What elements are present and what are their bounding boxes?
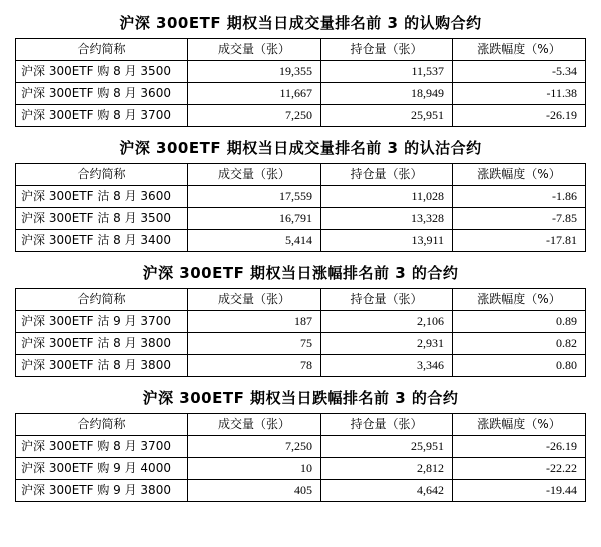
cell-volume: 7,250 [188, 105, 321, 127]
cell-contract: 沪深 300ETF 沽 8 月 3800 [16, 355, 188, 377]
table-row [16, 333, 586, 355]
data-table [15, 38, 586, 127]
cell-contract: 沪深 300ETF 购 8 月 3700 [16, 436, 188, 458]
cell-volume: 16,791 [188, 208, 321, 230]
column-header-contract: 合约简称 [16, 289, 188, 311]
report-block-4 [0, 383, 601, 502]
cell-volume: 11,667 [188, 83, 321, 105]
data-table [15, 413, 586, 502]
cell-change-pct: -17.81 [453, 230, 586, 252]
column-header-volume: 成交量（张） [188, 414, 321, 436]
table-header-row [16, 414, 586, 436]
table-row [16, 230, 586, 252]
report-block-1 [0, 8, 601, 127]
cell-change-pct: -1.86 [453, 186, 586, 208]
cell-open-interest: 25,951 [321, 436, 453, 458]
column-header-open-interest: 持仓量（张） [321, 289, 453, 311]
cell-volume: 5,414 [188, 230, 321, 252]
cell-contract: 沪深 300ETF 购 8 月 3600 [16, 83, 188, 105]
column-header-contract: 合约简称 [16, 39, 188, 61]
block-title: 沪深 300ETF 期权当日跌幅排名前 3 的合约 [142, 389, 459, 407]
cell-contract: 沪深 300ETF 购 8 月 3700 [16, 105, 188, 127]
column-header-open-interest: 持仓量（张） [321, 414, 453, 436]
cell-open-interest: 11,028 [321, 186, 453, 208]
cell-contract: 沪深 300ETF 沽 9 月 3700 [16, 311, 188, 333]
table-header-row [16, 39, 586, 61]
cell-contract: 沪深 300ETF 购 9 月 4000 [16, 458, 188, 480]
table-row [16, 186, 586, 208]
column-header-volume: 成交量（张） [188, 39, 321, 61]
block-title: 沪深 300ETF 期权当日成交量排名前 3 的认购合约 [119, 14, 482, 32]
cell-volume: 19,355 [188, 61, 321, 83]
cell-open-interest: 13,328 [321, 208, 453, 230]
cell-volume: 7,250 [188, 436, 321, 458]
table-row [16, 311, 586, 333]
cell-change-pct: 0.80 [453, 355, 586, 377]
cell-change-pct: 0.89 [453, 311, 586, 333]
cell-open-interest: 11,537 [321, 61, 453, 83]
cell-open-interest: 4,642 [321, 480, 453, 502]
cell-open-interest: 18,949 [321, 83, 453, 105]
table-row [16, 355, 586, 377]
table-row [16, 208, 586, 230]
report-block-3 [0, 258, 601, 377]
cell-open-interest: 25,951 [321, 105, 453, 127]
cell-contract: 沪深 300ETF 购 8 月 3500 [16, 61, 188, 83]
cell-open-interest: 2,106 [321, 311, 453, 333]
cell-volume: 10 [188, 458, 321, 480]
column-header-open-interest: 持仓量（张） [321, 164, 453, 186]
data-table [15, 288, 586, 377]
column-header-volume: 成交量（张） [188, 289, 321, 311]
cell-open-interest: 13,911 [321, 230, 453, 252]
column-header-open-interest: 持仓量（张） [321, 39, 453, 61]
table-row [16, 480, 586, 502]
column-header-change-pct: 涨跌幅度（%） [453, 164, 586, 186]
cell-change-pct: -26.19 [453, 436, 586, 458]
column-header-contract: 合约简称 [16, 164, 188, 186]
cell-contract: 沪深 300ETF 沽 8 月 3500 [16, 208, 188, 230]
cell-change-pct: 0.82 [453, 333, 586, 355]
cell-contract: 沪深 300ETF 购 9 月 3800 [16, 480, 188, 502]
cell-change-pct: -7.85 [453, 208, 586, 230]
table-header-row [16, 164, 586, 186]
cell-change-pct: -22.22 [453, 458, 586, 480]
cell-volume: 17,559 [188, 186, 321, 208]
table-row [16, 436, 586, 458]
table-row [16, 83, 586, 105]
cell-volume: 78 [188, 355, 321, 377]
column-header-change-pct: 涨跌幅度（%） [453, 39, 586, 61]
column-header-contract: 合约简称 [16, 414, 188, 436]
cell-contract: 沪深 300ETF 沽 8 月 3400 [16, 230, 188, 252]
table-row [16, 105, 586, 127]
block-title: 沪深 300ETF 期权当日涨幅排名前 3 的合约 [142, 264, 459, 282]
cell-volume: 405 [188, 480, 321, 502]
cell-contract: 沪深 300ETF 沽 8 月 3800 [16, 333, 188, 355]
block-title: 沪深 300ETF 期权当日成交量排名前 3 的认沽合约 [119, 139, 482, 157]
table-header-row [16, 289, 586, 311]
cell-change-pct: -19.44 [453, 480, 586, 502]
cell-open-interest: 2,812 [321, 458, 453, 480]
cell-open-interest: 3,346 [321, 355, 453, 377]
column-header-change-pct: 涨跌幅度（%） [453, 414, 586, 436]
table-row [16, 458, 586, 480]
cell-contract: 沪深 300ETF 沽 8 月 3600 [16, 186, 188, 208]
cell-open-interest: 2,931 [321, 333, 453, 355]
data-table [15, 163, 586, 252]
cell-volume: 187 [188, 311, 321, 333]
report-block-2 [0, 133, 601, 252]
table-row [16, 61, 586, 83]
cell-change-pct: -11.38 [453, 83, 586, 105]
column-header-change-pct: 涨跌幅度（%） [453, 289, 586, 311]
cell-volume: 75 [188, 333, 321, 355]
cell-change-pct: -5.34 [453, 61, 586, 83]
cell-change-pct: -26.19 [453, 105, 586, 127]
column-header-volume: 成交量（张） [188, 164, 321, 186]
